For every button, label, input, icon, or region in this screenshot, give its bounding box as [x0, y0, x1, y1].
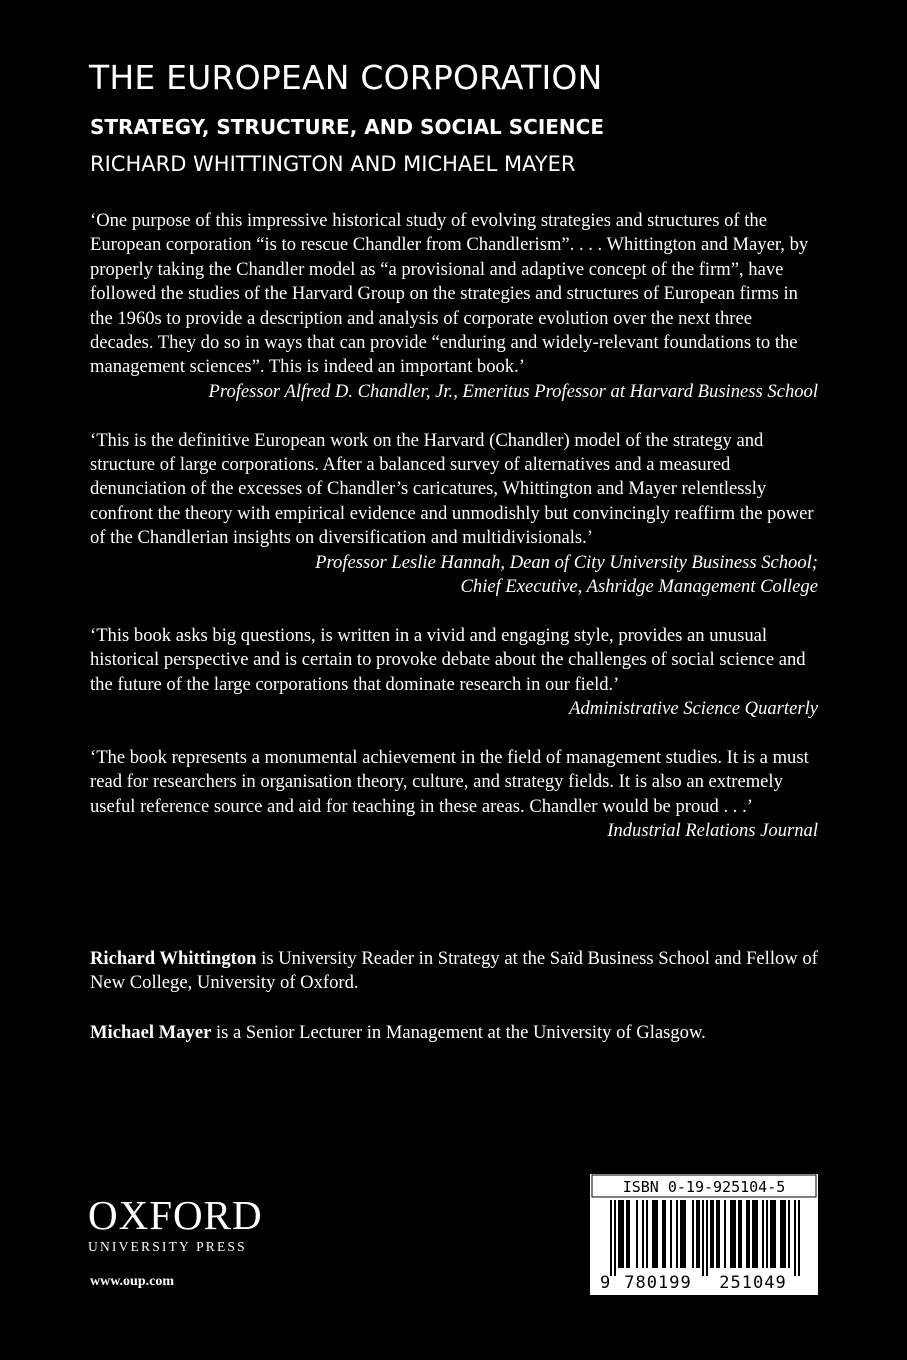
barcode-bar [738, 1200, 740, 1268]
barcode-bar [716, 1200, 718, 1268]
barcode-bar [664, 1200, 666, 1268]
review-quote [90, 624, 818, 722]
isbn-label: ISBN 0-19-925104-5 [622, 1178, 786, 1196]
review-quote [90, 746, 818, 844]
barcode-bar [642, 1200, 644, 1268]
barcode-bar [766, 1200, 768, 1268]
barcode-bar [780, 1200, 782, 1268]
publisher-name: OXFORD [88, 1192, 263, 1238]
barcode-graphic [590, 1174, 818, 1295]
barcode-bar [656, 1200, 658, 1268]
barcode-bar [706, 1200, 708, 1276]
barcode-bar [730, 1200, 732, 1268]
barcode-bar [740, 1200, 742, 1268]
barcode-bar [710, 1200, 712, 1268]
book-title: THE EUROPEAN CORPORATION [89, 58, 603, 97]
barcode-bar [746, 1200, 748, 1268]
quote-text: ‘One purpose of this impressive historical study of evolving strategies and structures of the European corporation “is to rescue Chandler from Chandlerism”. . . . Whittington and Mayer, by properly taking the Chandler model as “a provisional and adaptive concept of the firm”, have followed the studies of the Harvard Group on the strategies and structures of European firms in the 1960s to provide a description and analysis of corporate evolution over the next three decades. They do so in ways that can provide “enduring and widely-relevant foundations to the management sciences”. This is indeed an important book.’ [90, 210, 809, 378]
barcode-bar [732, 1200, 734, 1268]
barcode-bar [622, 1200, 624, 1268]
barcode-bar [684, 1200, 686, 1268]
ean-right-digits: 251049 [719, 1273, 787, 1293]
barcode-bar [626, 1200, 628, 1268]
barcode-bar [670, 1200, 672, 1268]
barcode-bar [772, 1200, 774, 1268]
author-bio-whittington [90, 947, 818, 996]
barcode [590, 1174, 818, 1295]
quote-text: ‘This is the definitive European work on the Harvard (Chandler) model of the strategy and structure of large corporations. After a balanced survey of alternatives and a measured denunciation of the excesses of Chandler’s caricatures, Whittington and Mayer relentlessly confront the theory with empirical evidence and unmodishly but convincingly reaffirm the power of the Chandlerian insights on diversification and multidivisionals.’ [90, 429, 814, 549]
barcode-bars [610, 1200, 800, 1276]
barcode-bar [680, 1200, 682, 1268]
quote-attribution: Industrial Relations Journal [607, 820, 818, 842]
book-authors: RICHARD WHITTINGTON AND MICHAEL MAYER [90, 152, 576, 176]
barcode-bar [652, 1200, 654, 1268]
barcode-bar [654, 1200, 656, 1268]
ean-left-digits: 780199 [624, 1273, 692, 1293]
barcode-bar [628, 1200, 630, 1268]
publisher-logo [88, 1193, 288, 1255]
barcode-bar [712, 1200, 714, 1268]
author-name: Richard Whittington [90, 948, 257, 969]
barcode-bar [692, 1200, 694, 1268]
publisher-subname: UNIVERSITY PRESS [88, 1239, 247, 1254]
barcode-bar [618, 1200, 620, 1268]
barcode-bar [754, 1200, 756, 1268]
barcode-bar [788, 1200, 790, 1268]
review-quote [90, 209, 818, 404]
barcode-bar [662, 1200, 664, 1268]
review-quote [90, 429, 818, 600]
barcode-bar [734, 1200, 736, 1268]
barcode-bar [698, 1200, 700, 1268]
barcode-bar [696, 1200, 698, 1268]
author-bio-text: is University Reader in Strategy at the Saïd Business School and Fellow of New College, University of Oxford. [90, 948, 818, 994]
quote-attribution [90, 380, 818, 404]
barcode-bar [614, 1200, 616, 1276]
quote-attribution [90, 551, 818, 600]
barcode-bar [636, 1200, 638, 1268]
quote-text: ‘This book asks big questions, is written in a vivid and engaging style, provides an unusual historical perspective and is certain to provoke debate about the challenges of social science and the future of the large corporations that dominate research in our field.’ [90, 624, 806, 695]
barcode-bar [748, 1200, 750, 1268]
barcode-bar [718, 1200, 720, 1268]
barcode-bar [798, 1200, 800, 1276]
quote-attribution: Administrative Science Quarterly [569, 698, 818, 720]
barcode-bar [702, 1200, 704, 1276]
barcode-bar [782, 1200, 784, 1268]
barcode-bar [724, 1200, 726, 1268]
publisher-url: www.oup.com [90, 1274, 175, 1289]
attribution-line: Chief Executive, Ashridge Management College [460, 576, 818, 598]
barcode-bar [752, 1200, 754, 1268]
author-bio-mayer [90, 1021, 818, 1045]
barcode-bar [784, 1200, 786, 1268]
barcode-bar [610, 1200, 612, 1276]
barcode-bar [774, 1200, 776, 1268]
barcode-bar [794, 1200, 796, 1276]
barcode-bar [676, 1200, 678, 1268]
book-subtitle: STRATEGY, STRUCTURE, AND SOCIAL SCIENCE [90, 115, 605, 139]
attribution-line: Professor Leslie Hannah, Dean of City University Business School; [315, 551, 818, 573]
review-quotes [90, 209, 818, 868]
author-name: Michael Mayer [90, 1022, 212, 1043]
quote-text: ‘The book represents a monumental achievement in the field of management studies. It is a must read for researchers in organisation theory, culture, and strategy fields. It is also an extremely useful reference source and aid for teaching in these areas. Chandler would be proud . . .’ [90, 746, 809, 817]
barcode-bar [620, 1200, 622, 1268]
attribution-line: Professor Alfred D. Chandler, Jr., Emeritus Professor at Harvard Business School [208, 380, 818, 402]
author-bio-text: is a Senior Lecturer in Management at the University of Glasgow. [211, 1022, 706, 1043]
barcode-bar [646, 1200, 648, 1268]
barcode-bar [770, 1200, 772, 1268]
barcode-bar [762, 1200, 764, 1268]
barcode-bar [682, 1200, 684, 1268]
ean-first-digit: 9 [600, 1273, 611, 1293]
barcode-bar [756, 1200, 758, 1268]
